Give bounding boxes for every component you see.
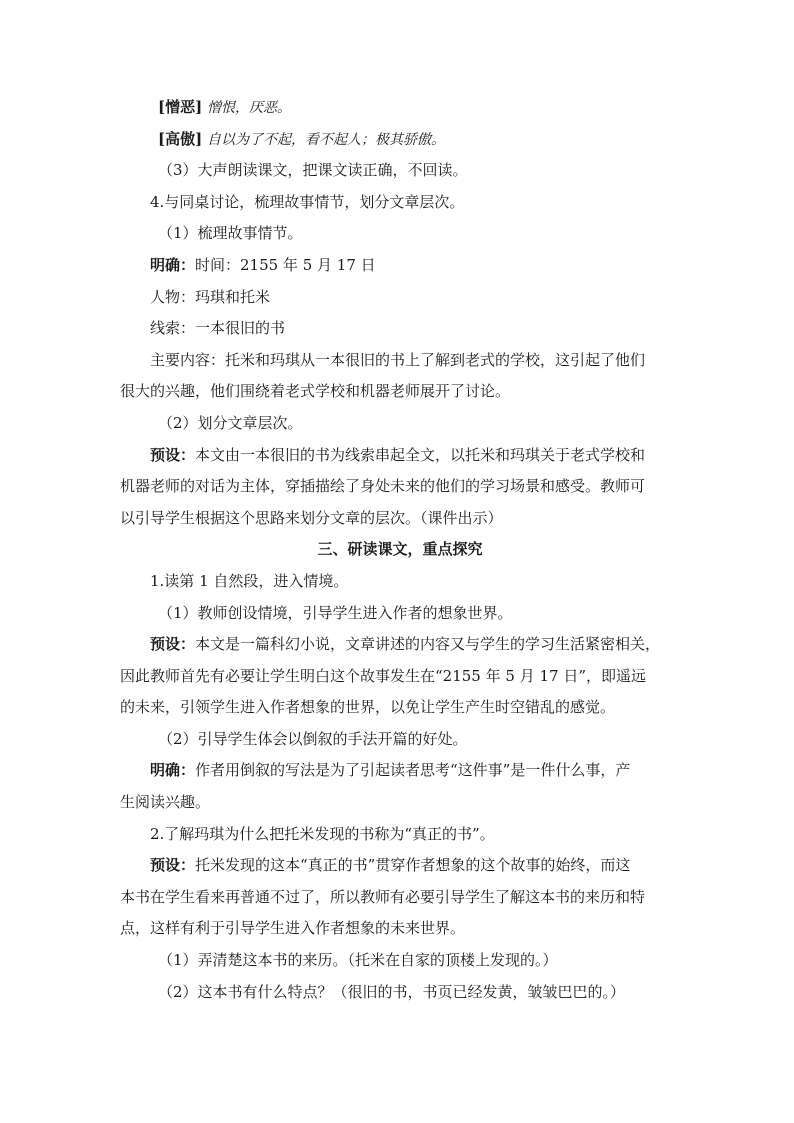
- answer-content-cont: 很大的兴趣，他们围绕着老式学校和机器老师展开了讨论。: [120, 382, 511, 401]
- paragraph: 4.与同桌讨论，梳理故事情节，划分文章层次。: [150, 192, 465, 211]
- answer-text: 作者用倒叙的写法是为了引起读者思考“这件事”是一件什么事，产: [195, 761, 631, 780]
- preset-paragraph: [120, 850, 680, 882]
- paragraph: （2）划分文章层次。: [158, 413, 303, 432]
- paragraph: 2.了解玛琪为什么把托米发现的书称为“真正的书”。: [150, 824, 495, 843]
- preset-text: 托米发现的这本“真正的书”贯穿作者想象的这个故事的始终，而这: [195, 856, 631, 875]
- answer-time: [120, 250, 680, 282]
- paragraph: （2）引导学生体会以倒叙的手法开篇的好处。: [158, 729, 468, 748]
- answer-people: 人物：玛琪和托米: [150, 287, 271, 306]
- answer-clue: 线索：一本很旧的书: [150, 319, 286, 338]
- content-text: 托米和玛琪从一本很旧的书上了解到老式的学校，这引起了他们: [225, 350, 646, 369]
- content-label: 主要内容：: [150, 350, 226, 369]
- preset-text-cont: 点，这样有利于引导学生进入作者想象的未来世界。: [120, 919, 466, 938]
- vocab-term: [高傲]: [158, 129, 203, 148]
- answer-paragraph: [120, 755, 680, 787]
- vocab-term: [憎恶]: [158, 98, 203, 116]
- answer-text: 时间：2155 年 5 月 17 日: [195, 255, 376, 274]
- paragraph: （1）教师创设情境，引导学生进入作者的想象世界。: [158, 603, 513, 622]
- preset-text-cont: 的未来，引领学生进入作者想象的世界，以免让学生产生时空错乱的感觉。: [120, 698, 616, 717]
- paragraph: （3）大声朗读课文，把课文读正确，不回读。: [158, 161, 468, 180]
- preset-label: 预设：: [150, 635, 196, 654]
- paragraph: （2）这本书有什么特点？（很旧的书，书页已经发黄，皱皱巴巴的。）: [158, 982, 626, 1001]
- answer-label: 明确：: [150, 761, 196, 780]
- answer-label: 明确：: [150, 255, 196, 274]
- preset-label: 预设：: [150, 856, 196, 875]
- vocab-definition: 憎恨，厌恶。: [206, 100, 291, 116]
- preset-text-cont: 以引导学生根据这个思路来划分文章的层次。（课件出示）: [120, 508, 503, 527]
- paragraph: 1.读第 1 自然段，进入情境。: [150, 571, 349, 590]
- paragraph: （1）弄清楚这本书的来历。（托米在自家的顶楼上发现的。）: [158, 951, 558, 970]
- preset-text: 本文是一篇科幻小说，文章讲述的内容又与学生的学习生活紧密相关，: [195, 635, 661, 654]
- vocab-entry: [120, 124, 680, 156]
- vocab-entry: [120, 92, 680, 124]
- answer-text-cont: 生阅读兴趣。: [120, 793, 211, 812]
- answer-content: [120, 345, 680, 377]
- preset-text-cont: 因此教师首先有必要让学生明白这个故事发生在“2155 年 5 月 17 日”，即遥远: [120, 666, 646, 685]
- document-page: [120, 92, 680, 1008]
- preset-paragraph: [120, 440, 680, 472]
- section-heading: 三、研读课文，重点探究: [317, 540, 483, 559]
- preset-label: 预设：: [150, 445, 196, 464]
- preset-text-cont: 机器老师的对话为主体，穿插描绘了身处未来的他们的学习场景和感受。教师可: [120, 477, 646, 496]
- preset-text-cont: 本书在学生看来再普通不过了，所以教师有必要引导学生了解这本书的来历和特: [120, 887, 646, 906]
- preset-paragraph: [120, 629, 680, 661]
- vocab-definition: 自以为了不起，看不起人；极其骄傲。: [206, 131, 445, 148]
- paragraph: （1）梳理故事情节。: [158, 224, 303, 243]
- preset-text: 本文由一本很旧的书为线索串起全文，以托米和玛琪关于老式学校和: [195, 445, 646, 464]
